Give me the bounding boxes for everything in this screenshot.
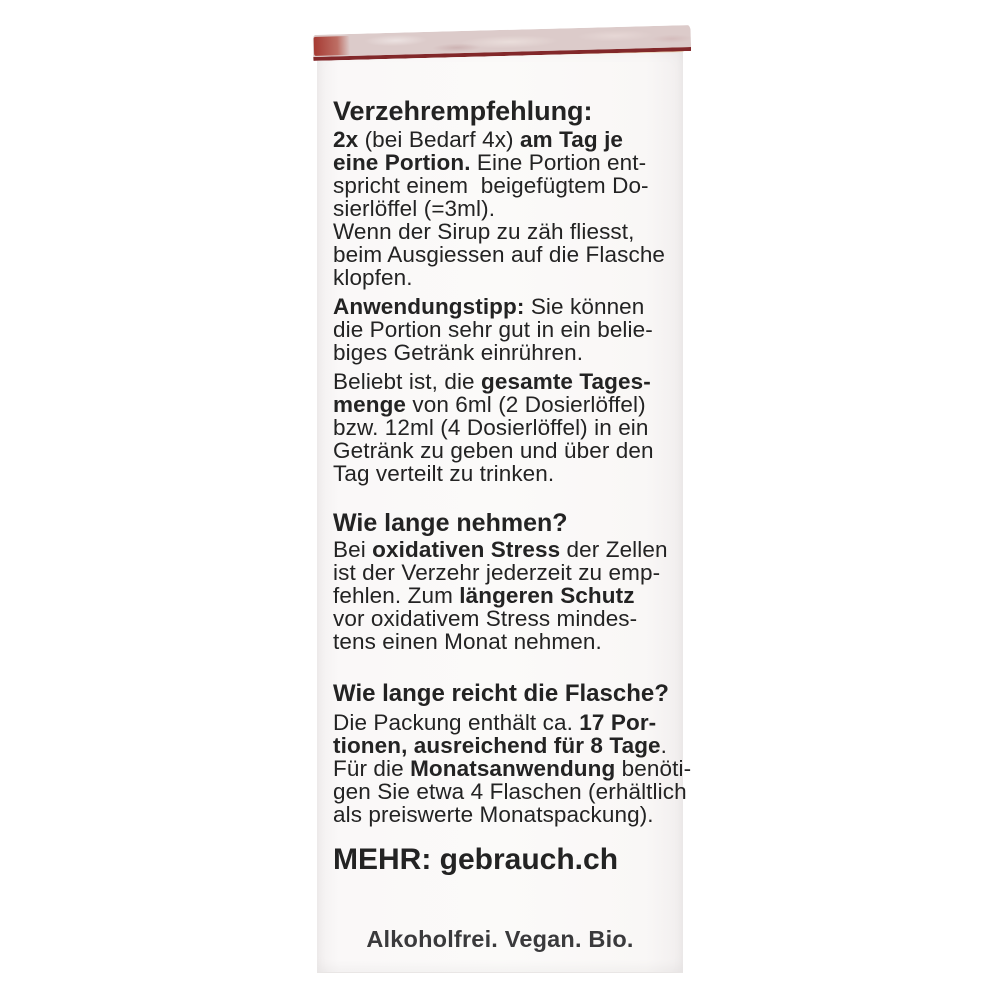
text-line: Anwendungstipp: Sie können [333,294,645,319]
text-line: spricht einem beigefügtem Do- [333,173,649,198]
text-line: die Portion sehr gut in ein belie- [333,317,653,342]
para-dosierung [333,128,679,289]
para-tagesmenge [333,370,679,485]
label-text [333,0,692,827]
para-anwendungstipp [333,295,679,364]
product-claims-line: Alkoholfrei. Vegan. Bio. [366,926,634,952]
text-line: vor oxidativem Stress mindes- [333,606,638,631]
text-line: Die Packung enthält ca. 17 Por- [333,710,657,735]
text-line: fehlen. Zum längeren Schutz [333,583,635,608]
text-line: tens einen Monat nehmen. [333,629,602,654]
para-einnahmedauer [333,538,679,653]
text-line: Beliebt ist, die gesamte Tages- [333,369,651,394]
text-line: bzw. 12ml (4 Dosierlöffel) in ein [333,415,649,440]
website-line: MEHR: gebrauch.ch [333,843,619,876]
heading-wie-lange-reicht-die-flasche: Wie lange reicht die Flasche? [333,680,669,707]
heading-verzehrempfehlung: Verzehrempfehlung: [333,96,593,126]
text-line: beim Ausgiessen auf die Flasche [333,242,666,267]
text-line: Wenn der Sirup zu zäh fliesst, [333,219,635,244]
text-line: als preiswerte Monatspackung). [333,802,654,827]
text-line: klopfen. [333,265,413,290]
heading-wie-lange-nehmen: Wie lange nehmen? [333,509,568,537]
text-line: biges Getränk einrühren. [333,340,584,365]
text-line: ist der Verzehr jederzeit zu emp- [333,560,661,585]
para-reichweite [333,710,692,827]
text-line: Für die Monatsanwendung benöti- [333,756,692,781]
text-line: gen Sie etwa 4 Flaschen (erhältlich [333,779,687,804]
text-line: Getränk zu geben und über den [333,438,654,463]
text-line: Tag verteilt zu trinken. [333,461,555,486]
text-line: menge von 6ml (2 Dosierlöffel) [333,392,646,417]
text-line: Bei oxidativen Stress der Zellen [333,537,668,562]
text-line: sierlöffel (=3ml). [333,196,496,221]
text-line: tionen, ausreichend für 8 Tage. [333,733,668,758]
text-line: 2x (bei Bedarf 4x) am Tag je [333,127,624,152]
text-line: eine Portion. Eine Portion ent- [333,150,647,175]
